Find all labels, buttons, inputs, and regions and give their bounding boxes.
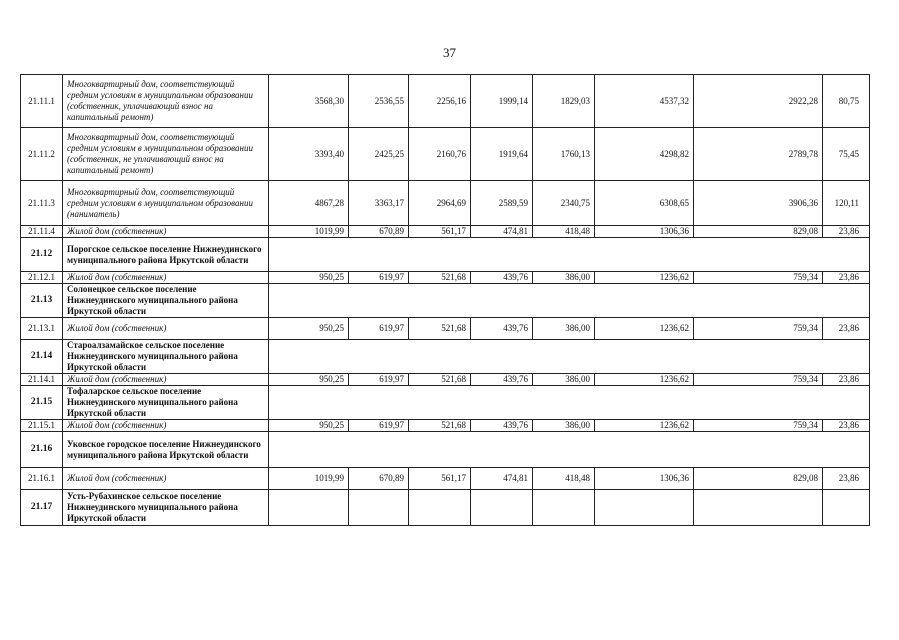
value-cell: 1236,62 <box>595 420 694 432</box>
housing-type: Многоквартирный дом, соответствующий средним условиям в муниципальном образовании (собственник, не уплачивающий взнос на капитальный ремонт) <box>63 128 269 181</box>
housing-type: Жилой дом (собственник) <box>63 318 269 340</box>
value-cell: 439,76 <box>471 420 533 432</box>
settlement-name: Тофаларское сельское поселение Нижнеудинского муниципального района Иркутской области <box>63 386 269 420</box>
empty-cell <box>269 490 349 526</box>
value-cell: 439,76 <box>471 318 533 340</box>
value-cell: 2789,78 <box>694 128 823 181</box>
row-code: 21.15.1 <box>21 420 63 432</box>
value-cell: 619,97 <box>349 374 409 386</box>
housing-type: Жилой дом (собственник) <box>63 374 269 386</box>
value-cell: 80,75 <box>823 75 870 128</box>
value-cell: 2922,28 <box>694 75 823 128</box>
value-cell: 3363,17 <box>349 181 409 226</box>
value-cell: 23,86 <box>823 420 870 432</box>
value-cell: 1236,62 <box>595 272 694 284</box>
value-cell: 950,25 <box>269 420 349 432</box>
row-code: 21.15 <box>21 386 63 420</box>
value-cell: 418,48 <box>533 468 595 490</box>
value-cell: 6308,65 <box>595 181 694 226</box>
value-cell: 439,76 <box>471 374 533 386</box>
value-cell: 386,00 <box>533 374 595 386</box>
empty-span-cell <box>269 386 870 420</box>
empty-cell <box>823 490 870 526</box>
empty-cell <box>595 490 694 526</box>
value-cell: 521,68 <box>409 374 471 386</box>
table-row <box>21 318 870 340</box>
value-cell: 2589,59 <box>471 181 533 226</box>
housing-type: Многоквартирный дом, соответствующий средним условиям в муниципальном образовании (наниматель) <box>63 181 269 226</box>
value-cell: 1236,62 <box>595 374 694 386</box>
row-code: 21.11.1 <box>21 75 63 128</box>
empty-span-cell <box>269 284 870 318</box>
value-cell: 619,97 <box>349 420 409 432</box>
section-row <box>21 490 870 526</box>
value-cell: 23,86 <box>823 374 870 386</box>
value-cell: 386,00 <box>533 420 595 432</box>
value-cell: 619,97 <box>349 318 409 340</box>
value-cell: 1919,64 <box>471 128 533 181</box>
value-cell: 2160,76 <box>409 128 471 181</box>
value-cell: 23,86 <box>823 226 870 238</box>
value-cell: 120,11 <box>823 181 870 226</box>
value-cell: 2256,16 <box>409 75 471 128</box>
row-code: 21.11.4 <box>21 226 63 238</box>
housing-type: Жилой дом (собственник) <box>63 226 269 238</box>
value-cell: 439,76 <box>471 272 533 284</box>
value-cell: 829,08 <box>694 226 823 238</box>
value-cell: 1829,03 <box>533 75 595 128</box>
value-cell: 950,25 <box>269 318 349 340</box>
value-cell: 1019,99 <box>269 468 349 490</box>
row-code: 21.13 <box>21 284 63 318</box>
settlement-name: Солонецкое сельское поселение Нижнеудинского муниципального района Иркутской области <box>63 284 269 318</box>
value-cell: 619,97 <box>349 272 409 284</box>
value-cell: 4298,82 <box>595 128 694 181</box>
value-cell: 474,81 <box>471 468 533 490</box>
empty-cell <box>694 490 823 526</box>
value-cell: 2340,75 <box>533 181 595 226</box>
housing-type: Жилой дом (собственник) <box>63 272 269 284</box>
empty-cell <box>533 490 595 526</box>
value-cell: 759,34 <box>694 318 823 340</box>
value-cell: 561,17 <box>409 226 471 238</box>
value-cell: 3906,36 <box>694 181 823 226</box>
row-code: 21.16 <box>21 432 63 468</box>
value-cell: 418,48 <box>533 226 595 238</box>
value-cell: 521,68 <box>409 318 471 340</box>
empty-span-cell <box>269 340 870 374</box>
table-body <box>21 75 870 526</box>
value-cell: 3568,30 <box>269 75 349 128</box>
value-cell: 759,34 <box>694 420 823 432</box>
page-number: 37 <box>443 45 456 60</box>
row-code: 21.17 <box>21 490 63 526</box>
row-code: 21.12 <box>21 238 63 272</box>
value-cell: 1999,14 <box>471 75 533 128</box>
value-cell: 4537,32 <box>595 75 694 128</box>
value-cell: 670,89 <box>349 226 409 238</box>
value-cell: 386,00 <box>533 318 595 340</box>
value-cell: 4867,28 <box>269 181 349 226</box>
value-cell: 23,86 <box>823 318 870 340</box>
tariff-table <box>20 74 870 526</box>
value-cell: 1019,99 <box>269 226 349 238</box>
table-row <box>21 128 870 181</box>
value-cell: 521,68 <box>409 420 471 432</box>
row-code: 21.11.2 <box>21 128 63 181</box>
value-cell: 1236,62 <box>595 318 694 340</box>
value-cell: 829,08 <box>694 468 823 490</box>
table-row <box>21 272 870 284</box>
section-row <box>21 432 870 468</box>
empty-span-cell <box>269 238 870 272</box>
housing-type: Жилой дом (собственник) <box>63 468 269 490</box>
section-row <box>21 238 870 272</box>
row-code: 21.14.1 <box>21 374 63 386</box>
settlement-name: Староалзамайское сельское поселение Нижнеудинского муниципального района Иркутской области <box>63 340 269 374</box>
settlement-name: Порогское сельское поселение Нижнеудинского муниципального района Иркутской области <box>63 238 269 272</box>
value-cell: 2536,55 <box>349 75 409 128</box>
row-code: 21.12.1 <box>21 272 63 284</box>
empty-cell <box>471 490 533 526</box>
table-row <box>21 374 870 386</box>
value-cell: 950,25 <box>269 374 349 386</box>
section-row <box>21 340 870 374</box>
table-row <box>21 420 870 432</box>
table-row <box>21 468 870 490</box>
table-row <box>21 226 870 238</box>
section-row <box>21 386 870 420</box>
value-cell: 670,89 <box>349 468 409 490</box>
value-cell: 23,86 <box>823 468 870 490</box>
value-cell: 2425,25 <box>349 128 409 181</box>
empty-cell <box>409 490 471 526</box>
value-cell: 2964,69 <box>409 181 471 226</box>
settlement-name: Уковское городское поселение Нижнеудинского муниципального района Иркутской области <box>63 432 269 468</box>
value-cell: 521,68 <box>409 272 471 284</box>
row-code: 21.11.3 <box>21 181 63 226</box>
value-cell: 1760,13 <box>533 128 595 181</box>
row-code: 21.16.1 <box>21 468 63 490</box>
empty-cell <box>349 490 409 526</box>
value-cell: 474,81 <box>471 226 533 238</box>
row-code: 21.13.1 <box>21 318 63 340</box>
section-row <box>21 284 870 318</box>
value-cell: 3393,40 <box>269 128 349 181</box>
empty-span-cell <box>269 432 870 468</box>
value-cell: 75,45 <box>823 128 870 181</box>
table-row <box>21 181 870 226</box>
value-cell: 386,00 <box>533 272 595 284</box>
row-code: 21.14 <box>21 340 63 374</box>
value-cell: 23,86 <box>823 272 870 284</box>
settlement-name: Усть-Рубахинское сельское поселение Нижнеудинского муниципального района Иркутской области <box>63 490 269 526</box>
value-cell: 759,34 <box>694 374 823 386</box>
value-cell: 759,34 <box>694 272 823 284</box>
value-cell: 561,17 <box>409 468 471 490</box>
table-row <box>21 75 870 128</box>
value-cell: 950,25 <box>269 272 349 284</box>
value-cell: 1306,36 <box>595 226 694 238</box>
value-cell: 1306,36 <box>595 468 694 490</box>
housing-type: Многоквартирный дом, соответствующий средним условиям в муниципальном образовании (собственник, уплачивающий взнос на капитальный ремонт) <box>63 75 269 128</box>
housing-type: Жилой дом (собственник) <box>63 420 269 432</box>
